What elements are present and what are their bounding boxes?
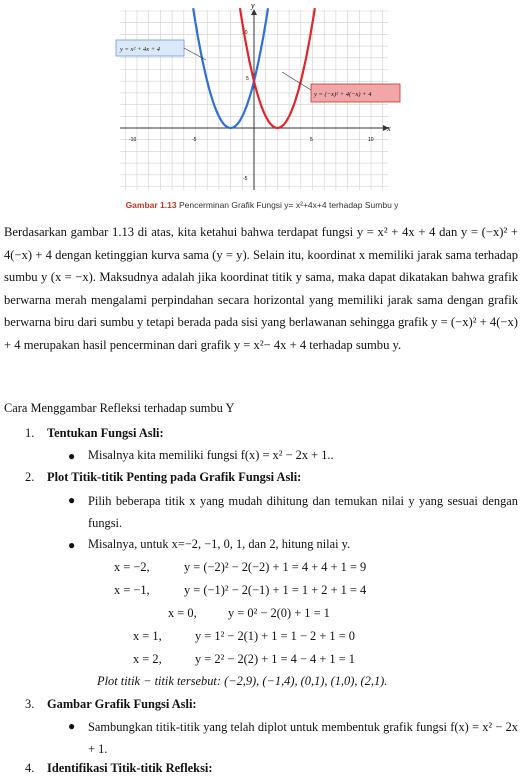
equation-rhs: y = (−2)² − 2(−2) + 1 = 4 + 4 + 1 = 9 (184, 560, 367, 574)
tick-y-10: 10 (242, 30, 248, 36)
section-title: Cara Menggambar Refleksi terhadap sumbu Y (4, 401, 235, 415)
step-1-bullet: Misalnya kita memiliki fungsi f(x) = x² − 2x + 1.. (88, 448, 334, 462)
caption-text: Pencerminan Grafik Fungsi y= x²+4x+4 terhadap Sumbu y (176, 200, 399, 210)
step-4-number: 4. (25, 761, 35, 775)
equation-lhs: x = −1, (114, 583, 150, 597)
points-summary: Plot titik − titik tersebut: (−2,9), (−1,4), (0,1), (1,0), (2,1). (97, 674, 388, 688)
equation-lhs: x = −2, (114, 560, 150, 574)
tick-x-10: 10 (368, 137, 374, 143)
step-4-title: Identifikasi Titik-titik Refleksi: (47, 761, 213, 775)
tick-x-neg10: -10 (129, 137, 137, 143)
tick-x-neg5: -5 (192, 137, 197, 143)
equation-lhs: x = 1, (133, 629, 162, 643)
explanation-paragraph: Berdasarkan gambar 1.13 di atas, kita ketahui bahwa terdapat fungsi y = x² + 4x + 4 dan y = (−x)² + 4(−x) + 4 dengan ketinggian kurva sama (y = y). Selain itu, koordinat x memiliki jarak sama terhadap sumbu y (x = −x). Maksudnya adalah jika koordinat titik y sama, maka dapat dikatakan bahwa grafik berwarna merah mengalami perpindahan secara horizontal yang memiliki jarak sama dengan grafik berwarna biru dari sumbu y tetapi berada pada sisi yang berlawanan sehingga grafik y = (−x)² + 4(−x) + 4 merupakan hasil pencerminan dari grafik y = x²− 4x + 4 terhadap sumbu y. (4, 225, 518, 352)
bullet-dot: ● (68, 493, 76, 507)
blue-pointer (184, 48, 206, 60)
y-axis-label: y (251, 1, 255, 10)
bullet-dot: ● (68, 449, 76, 463)
bullet-dot: ● (68, 719, 76, 733)
bullet-dot: ● (68, 538, 76, 552)
tick-y-neg5: -5 (243, 176, 248, 182)
step-1-number: 1. (25, 426, 35, 440)
step-3-title: Gambar Grafik Fungsi Asli: (47, 697, 197, 711)
step-2-bullet-b: Misalnya, untuk x=−2, −1, 0, 1, dan 2, hitung nilai y. (88, 537, 351, 551)
tick-x-5: 5 (310, 137, 313, 143)
reflection-graph-figure (100, 0, 430, 198)
step-3-bullet: Sambungkan titik-titik yang telah diplot untuk membentuk grafik fungsi f(x) = x² − 2x + 1. (88, 720, 518, 756)
step-1-title: Tentukan Fungsi Asli: (47, 426, 164, 440)
tick-y-5: 5 (246, 76, 249, 82)
blue-label: y = x² + 4x + 4 (120, 46, 161, 53)
step-3-number: 3. (25, 697, 35, 711)
equation-rhs: y = 1² − 2(1) + 1 = 1 − 2 + 1 = 0 (195, 629, 356, 643)
equation-rhs: y = 2² − 2(2) + 1 = 4 − 4 + 1 = 1 (195, 652, 356, 666)
x-axis-label: x (387, 124, 391, 133)
step-2-number: 2. (25, 470, 35, 484)
step-2-bullet-a: Pilih beberapa titik x yang mudah dihitung dan temukan nilai y yang sesuai dengan fungsi. (88, 494, 518, 530)
equation-lhs: x = 2, (133, 652, 162, 666)
equation-lhs: x = 0, (168, 606, 197, 620)
caption-label: Gambar 1.13 (125, 200, 177, 210)
equation-rhs: y = (−1)² − 2(−1) + 1 = 1 + 2 + 1 = 4 (184, 583, 367, 597)
red-label: y = (−x)² + 4(−x) + 4 (314, 91, 372, 98)
step-2-title: Plot Titik-titik Penting pada Grafik Fungsi Asli: (47, 470, 302, 484)
figure-caption (0, 200, 524, 210)
equation-rhs: y = 0² − 2(0) + 1 = 1 (228, 606, 330, 620)
